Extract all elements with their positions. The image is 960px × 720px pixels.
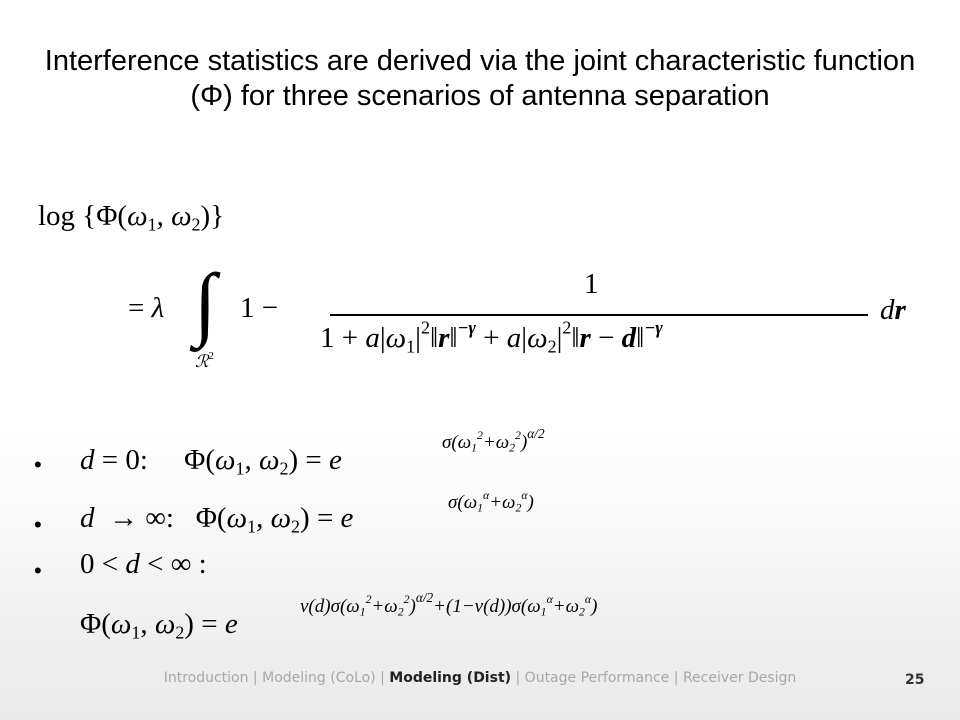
bullet-marker: • [34, 452, 42, 477]
equation-d-finite: $\Phi(\omega_1$, $\omega_2) = e$ [80, 608, 238, 643]
bullet-d-zero: d = 0: $\Phi(\omega_1$, $\omega_2) = e$ [80, 444, 342, 479]
slide-title: Interference statistics are derived via the joint characteristic function (Φ) for three scenarios of antenna separation [44, 45, 916, 112]
integral-sign: ∫ [194, 257, 217, 348]
exponent-d-infinity: $\sigma(\omega_1^\alpha+\omega_2^\alpha)$ [448, 489, 534, 515]
fraction-numerator: 1 [584, 268, 599, 300]
exponent-d-zero: $\sigma(\omega_1^2+\omega_2^2)^{\alpha/2}$ [442, 426, 545, 455]
equation-one-minus: 1 − [240, 292, 279, 324]
footer-item[interactable]: Modeling (CoLo) [262, 670, 376, 686]
bullet-marker: • [34, 558, 42, 583]
bullet-d-infinity: d → ∞: $\Phi(\omega_1$, $\omega_2) = e$ [80, 502, 354, 537]
bullet-d-finite: 0 < d < ∞ : [80, 548, 207, 580]
equation-lhs: $\log \{\Phi(\omega_1$, $\omega_2$)} [38, 200, 225, 235]
fraction-denominator: $1 + a|\omega_1|^2‖r‖^{-\gamma}$ + $a|\omega_2|^2‖r$ − d‖$^{-\gamma}$ [320, 317, 663, 357]
fraction-bar [330, 314, 868, 316]
footer-item-current[interactable]: Modeling (Dist) [389, 670, 512, 686]
page-number: 25 [905, 672, 925, 688]
exponent-d-finite: $\nu(d)\sigma(\omega_1^2+\omega_2^2)^{\alpha/2}+(1-\nu(d))\sigma(\omega_1^\alpha+\omega_2^\alpha)$ [300, 590, 598, 619]
footer-item[interactable]: Outage Performance [524, 670, 670, 686]
bullet-marker: • [34, 512, 42, 537]
footer-item[interactable]: Introduction [163, 670, 249, 686]
footer-navigation: Introduction | Modeling (CoLo) | Modeling (Dist) | Outage Performance | Receiver Design [163, 670, 797, 686]
footer-item[interactable]: Receiver Design [682, 670, 797, 686]
differential: dr [880, 294, 906, 326]
integral-region: ℛ$^2$ [195, 351, 214, 371]
equation-equals-lambda: = λ [128, 292, 165, 324]
